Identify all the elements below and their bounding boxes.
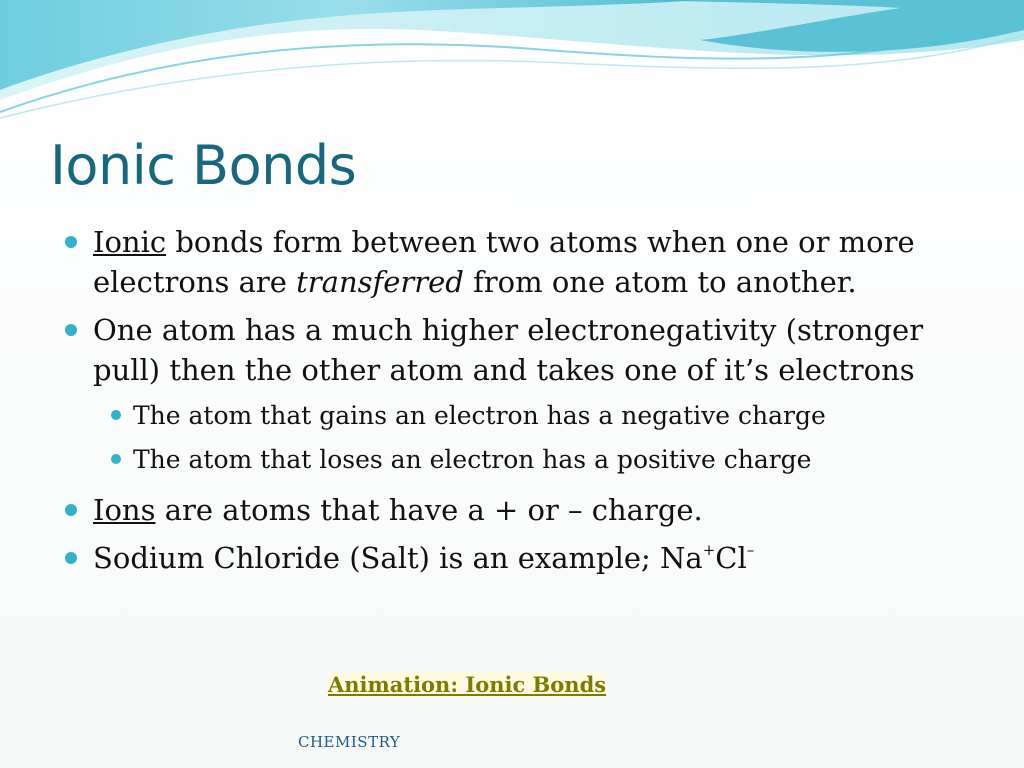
- footer-subject-label: CHEMISTRY: [298, 733, 401, 751]
- chloride-charge: –: [746, 541, 755, 559]
- definition-text-part-1: bonds form between two atoms when one or more electrons are: [93, 225, 915, 299]
- bullet-electronegativity: [62, 310, 962, 482]
- sub-bullet-positive-charge: The atom that loses an electron has a positive charge: [93, 438, 962, 482]
- emphasis-transferred: transferred: [296, 265, 464, 299]
- bullet-sodium-chloride: [62, 538, 962, 578]
- animation-ionic-bonds-link[interactable]: Animation: Ionic Bonds: [328, 672, 607, 697]
- bullet-ions: [62, 490, 962, 530]
- electronegativity-text: One atom has a much higher electronegativity (stronger pull) then the other atom and takes one of it’s electrons: [93, 313, 924, 387]
- sub-bullet-negative-charge: The atom that gains an electron has a negative charge: [93, 394, 962, 438]
- sodium-charge: +: [702, 541, 716, 559]
- sub-bullet-list: [93, 394, 962, 482]
- header-wave-decoration: [0, 0, 1024, 130]
- bullet-list: [62, 222, 962, 586]
- term-ionic: Ionic: [93, 225, 167, 259]
- ions-text: are atoms that have a + or – charge.: [155, 493, 703, 527]
- slide-title: Ionic Bonds: [50, 134, 357, 197]
- bullet-ionic-bonds-definition: [62, 222, 962, 302]
- chlorine-symbol: Cl: [715, 541, 747, 575]
- sodium-chloride-text: Sodium Chloride (Salt) is an example; Na: [93, 541, 703, 575]
- term-ions: Ions: [93, 493, 156, 527]
- definition-text-part-2: from one atom to another.: [463, 265, 857, 299]
